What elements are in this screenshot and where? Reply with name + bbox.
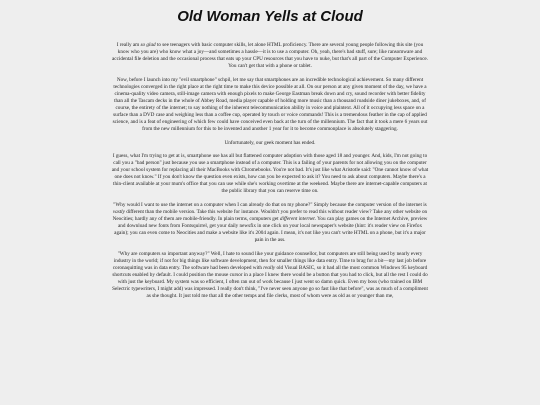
text-run: "Why are computers so important anyway?" Well, I hate to sound like your guidance counsellor, but computers are still being used by nearly every industry in the world; if not for big things like software development, then for smaller things like data entry. Time to brag for a bit—my last job before coronaquitting was in data entry. The software had been developed with <box>112 250 427 271</box>
emphasis: vastly <box>112 208 125 215</box>
paragraph-1 <box>111 42 429 70</box>
emphasis: so glad <box>140 42 156 48</box>
text-run: old Visual BASIC, so it had all the most common Windows 95 keyboard shortcuts enabled by default. I could position the mouse cursor in a place I knew there would be a button that you had to click, but all the rest I could do with just the keyboard. My system was so efficient, I often ran out of work because I just went so damn quick. Even my boss (who trained on IBM Selectric typewriters, I might add) was impressed. I really don't think, "I've never seen anyone go so fast like that before", was as much of a compliment as she thought. It just told me that all the other temps and file clerks, most of whom were as old as or younger than me, <box>112 264 428 299</box>
paragraph-4: I guess, what I'm trying to get at is, smartphone use has all but flattened computer adoption with those aged 18 and younger. And, kids, I'm not going to call you a "bad person" just because you use a smartphone instead of a computer. This is a failing of your parents for not allowing you on the computer and your school system for replacing all their MacBooks with Chromebooks. You're not bad. It's just like what Aristotle said: "One cannot know of what one does not know." If you don't know the question even exists, how can you be expected to ask it? You need to ask about computers. Maybe there's a thin-client available at your mum's office that you can use while she's working overtime at the weekend. Maybe there are internet-capable computers at the public library that you can reserve time on. <box>111 153 429 195</box>
text-run: different than the mobile version. Take this website for instance. Wouldn't you prefer to read this without reader view? Take any other website on Neocities; hardly any of them are mobile-friendly. In plain terms, computers get <box>112 208 428 222</box>
text-run: . You can play games on the Internet Archive, preview and download new fonts from Fontsquirrel, get your daily newsfix in one click on your local newspaper's website (hint: it's reader view on Firefox again); you can even come to Neocities and make a website like it's 2004 again. I mean, it's not like you can't write HTML on a phone, but it's a major pain in the ass. <box>114 215 428 244</box>
paragraph-5 <box>111 202 429 244</box>
article-body <box>111 42 429 300</box>
text-run: to see teenagers with basic computer skills, let alone HTML proficiency. There are several young people following this site (you know who you are) who know what a joy—and sometimes a hassle—it is to use a computer. Oh, yeah, there's bad stuff, sure; like ransomware and accidental file deletion and the occasional process that eats up your CPU resources that you have to nuke, but that's all part of the Computer Experience. You can't get that with a phone or tablet. <box>112 42 428 70</box>
paragraph-2: Now, before I launch into my "evil smartphone" schpil, let me say that smartphones are an incredible technological achievement. So many different technologies converged in the right place at the right time to make this device possible at all. On our person at any given moment of the day, we have a cinema-quality video camera, still-image camera with enough pixels to make George Eastman break down and cry, sound recorder with better fidelity than all the Tascam decks in the whole of Abbey Road, media player capable of holding more music than a thousand roadside diner jukeboxes, and, of course, the entirety of the internet; to say nothing of the inherent telecommunication ability in voice and plaintext. All of it occupying less space on a surface than a DVD case and weighing less than a coffee cup, operated by touch or voice commands! This is a tremendous feather in the cap of applied science, and is a feat of engineering of which few could have conceived even back at the turn of the millennium. The fact that it took a mere 6 years out from the new millennium for this to be invented and another 1 year for it to become commonplace is absolutely staggering. <box>112 76 428 133</box>
paragraph-3: Unfortunately, our geek moment has ended. <box>224 139 316 146</box>
text-run: "Why would I want to use the internet on a computer when I can already do that on my phone?" Simply because the computer version of the internet is <box>113 201 427 208</box>
emphasis: different internet <box>279 215 315 222</box>
text-run: I really am <box>116 42 141 48</box>
page-title: Old Woman Yells at Cloud <box>177 8 363 25</box>
emphasis: really <box>263 264 276 271</box>
paragraph-6 <box>111 251 429 300</box>
